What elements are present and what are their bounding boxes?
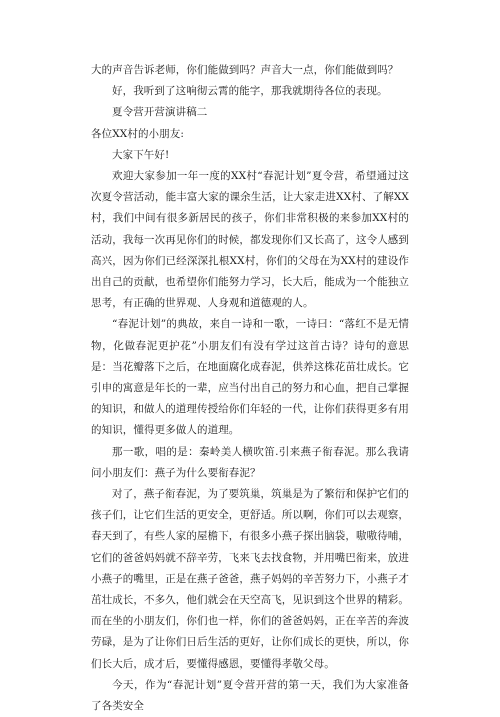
greeting: 大家下午好! bbox=[112, 148, 170, 161]
paragraph-swallow: 对了，燕子衔春泥，为了要筑巢，筑巢是为了繁衍和保护它们的孩子们，让它们生活的更安全，更舒适。所以啊，你们可以去观察，春天到了，有些人家的屋檐下，有很多小燕子探出脑袋，嗷嗷待哺，它们的爸爸妈妈就不辞辛劳，飞来飞去找食物，并用嘴巴衔来，放进小燕子的嘴里，正是在燕子爸爸，燕子妈妈的辛苦努力下，小燕子才茁壮成长，不多久，他们就会在天空高飞，见识到这个世界的精彩。而在坐的小朋友们，你们也一样，你们的爸爸妈妈，正在辛苦的奔波劳碌，是为了让你们日后生活的更好，让你们成长的更快，所以，你们长大后，成才后，要懂得感恩，要懂得孝敬父母。 bbox=[91, 488, 409, 670]
speech-title: 夏令营开营演讲稿二 bbox=[112, 106, 208, 119]
salutation: 各位XX村的小朋友: bbox=[91, 127, 184, 140]
paragraph-today: 今天，作为“春泥计划”夏令营开营的第一天，我们为大家准备了各类安全 bbox=[91, 678, 409, 713]
paragraph-song: 那一歌，唱的是：秦岭美人横吹笛.引来燕子衔春泥。那么我请问小朋友们：燕子为什么要衔春泥？ bbox=[91, 445, 409, 479]
paragraph-1: 大的声音告诉老师，你们能做到吗？声音大一点，你们能做到吗？ bbox=[91, 64, 399, 76]
speech-text-body bbox=[91, 60, 409, 717]
paragraph-poem-origin: “春泥计划”的典故，来自一诗和一歌，一诗曰：“落红不是无情物，化做春泥更护花”小朋友们有没有学过这首古诗？诗句的意思是：当花瓣落下之后，在地面腐化成春泥，供养这株花苗壮成长。它引申的寓意是年长的一辈，应当付出自己的努力和心血，把自己掌握的知识，和做人的道理传授给你们年轻的一代，让你们获得更多有用的知识，懂得更多做人的道理。 bbox=[91, 318, 409, 437]
paragraph-2: 好，我听到了这响彻云霄的能字，那我就期待各位的表现。 bbox=[112, 85, 388, 98]
paragraph-welcome: 欢迎大家参加一年一度的XX村“春泥计划”夏令营，希望通过这次夏令营活动，能丰富大家的课余生活，让大家走进XX村、了解XX村，我们中间有很多新居民的孩子，你们非常积极的来参加XX村的活动，我每一次再见你们的时候，都发现你们又长高了，这令人感到高兴，因为你们已经深深扎根XX村，你们的父母在为XX村的建设作出自己的贡献，也希望你们能努力学习，长大后，能成为一个能独立思考，有正确的世界观、人身观和道德观的人。 bbox=[91, 170, 409, 310]
